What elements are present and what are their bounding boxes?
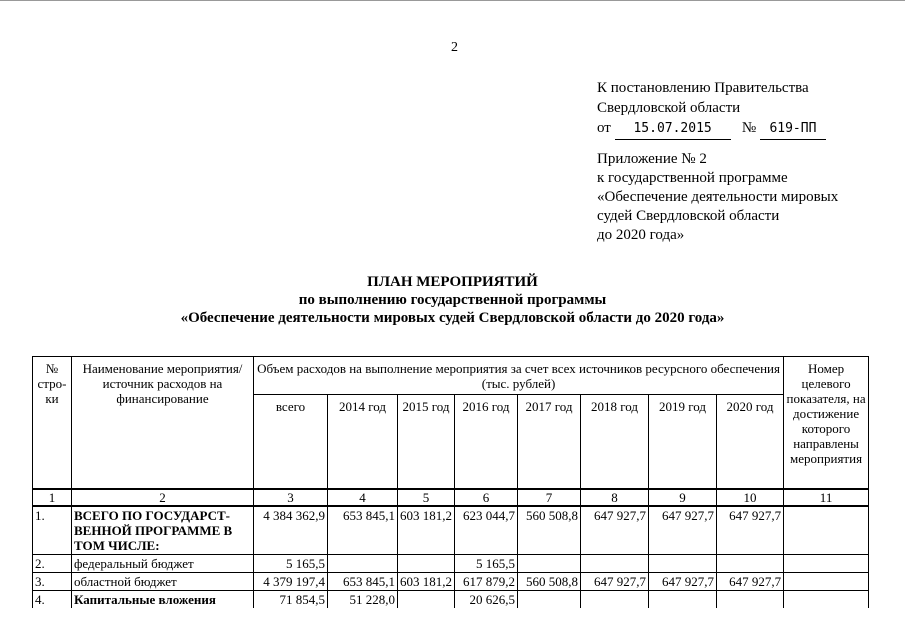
row-value: 647 927,7 — [581, 572, 649, 590]
row-value — [649, 554, 717, 572]
header-target: Номер целевого показателя, на достижение которого направлены мероприятия — [784, 357, 869, 489]
row-value — [398, 590, 455, 608]
row-value: 560 508,8 — [518, 572, 581, 590]
row-name: федеральный бюджет — [72, 554, 254, 572]
header-year: 2019 год — [649, 395, 717, 489]
row-value: 647 927,7 — [717, 506, 784, 555]
row-value: 623 044,7 — [455, 506, 518, 555]
row-value — [518, 554, 581, 572]
row-value: 603 181,2 — [398, 506, 455, 555]
column-number: 9 — [649, 489, 717, 506]
column-number: 7 — [518, 489, 581, 506]
document-title — [0, 273, 905, 327]
row-value: 71 854,5 — [254, 590, 328, 608]
plan-table — [32, 356, 869, 608]
header-year: 2018 год — [581, 395, 649, 489]
row-name: Капитальные вложения — [72, 590, 254, 608]
row-target — [784, 554, 869, 572]
row-value: 647 927,7 — [581, 506, 649, 555]
column-number: 4 — [328, 489, 398, 506]
row-value: 5 165,5 — [254, 554, 328, 572]
column-number: 11 — [784, 489, 869, 506]
row-value: 20 626,5 — [455, 590, 518, 608]
row-value — [518, 590, 581, 608]
table-row — [33, 506, 869, 555]
header-year: 2020 год — [717, 395, 784, 489]
row-number: 4. — [33, 590, 72, 608]
column-number: 6 — [455, 489, 518, 506]
header-year: 2017 год — [518, 395, 581, 489]
row-target — [784, 506, 869, 555]
row-number: 1. — [33, 506, 72, 555]
resolution-date-line — [597, 118, 826, 140]
row-value: 653 845,1 — [328, 572, 398, 590]
header-year: 2016 год — [455, 395, 518, 489]
number-label: № — [741, 120, 757, 136]
page-number: 2 — [451, 40, 458, 55]
row-value — [717, 554, 784, 572]
row-value: 647 927,7 — [649, 572, 717, 590]
page-top-edge — [0, 0, 905, 1]
row-value: 603 181,2 — [398, 572, 455, 590]
row-target — [784, 590, 869, 608]
row-value: 5 165,5 — [455, 554, 518, 572]
row-value: 4 379 197,4 — [254, 572, 328, 590]
column-number: 1 — [33, 489, 72, 506]
row-value — [717, 590, 784, 608]
header-year: 2015 год — [398, 395, 455, 489]
row-value — [398, 554, 455, 572]
table-row — [33, 554, 869, 572]
resolution-line-2: Свердловской области — [597, 100, 741, 116]
row-value — [581, 590, 649, 608]
header-volume: Объем расходов на выполнение мероприятия за счет всех источников ресурсного обеспечения (тыс. рублей) — [254, 357, 784, 395]
resolution-date: 15.07.2015 — [615, 119, 731, 140]
title-line-3: «Обеспечение деятельности мировых судей Свердловской области до 2020 года» — [180, 310, 725, 326]
table-row — [33, 590, 869, 608]
header-row-number: № стро-ки — [33, 357, 72, 489]
row-value: 647 927,7 — [717, 572, 784, 590]
header-name: Наименование мероприятия/ источник расходов на финансирование — [72, 357, 254, 489]
appendix-block — [597, 150, 838, 245]
appendix-line: судей Свердловской области — [597, 208, 780, 224]
row-value: 653 845,1 — [328, 506, 398, 555]
column-number: 10 — [717, 489, 784, 506]
appendix-line: Приложение № 2 — [597, 151, 707, 167]
row-value — [328, 554, 398, 572]
row-value: 617 879,2 — [455, 572, 518, 590]
row-value: 51 228,0 — [328, 590, 398, 608]
header-total: всего — [254, 395, 328, 489]
appendix-line: к государственной программе — [597, 170, 788, 186]
resolution-block — [597, 78, 826, 140]
row-name: ВСЕГО ПО ГОСУДАРСТ-ВЕННОЙ ПРОГРАММЕ В ТОМ ЧИСЛЕ: — [72, 506, 254, 555]
column-number: 8 — [581, 489, 649, 506]
title-line-1: ПЛАН МЕРОПРИЯТИЙ — [367, 274, 538, 290]
resolution-number: 619-ПП — [760, 119, 826, 140]
row-value: 4 384 362,9 — [254, 506, 328, 555]
table-row — [33, 572, 869, 590]
row-number: 2. — [33, 554, 72, 572]
row-target — [784, 572, 869, 590]
column-number: 5 — [398, 489, 455, 506]
appendix-line: до 2020 года» — [597, 227, 685, 243]
row-value — [649, 590, 717, 608]
header-year: 2014 год — [328, 395, 398, 489]
appendix-line: «Обеспечение деятельности мировых — [597, 189, 839, 205]
row-number: 3. — [33, 572, 72, 590]
column-number: 3 — [254, 489, 328, 506]
row-value: 560 508,8 — [518, 506, 581, 555]
title-line-2: по выполнению государственной программы — [298, 292, 607, 308]
row-name: областной бюджет — [72, 572, 254, 590]
column-number: 2 — [72, 489, 254, 506]
row-value — [581, 554, 649, 572]
row-value: 647 927,7 — [649, 506, 717, 555]
resolution-line-1: К постановлению Правительства — [597, 80, 809, 96]
from-label: от — [597, 120, 611, 136]
